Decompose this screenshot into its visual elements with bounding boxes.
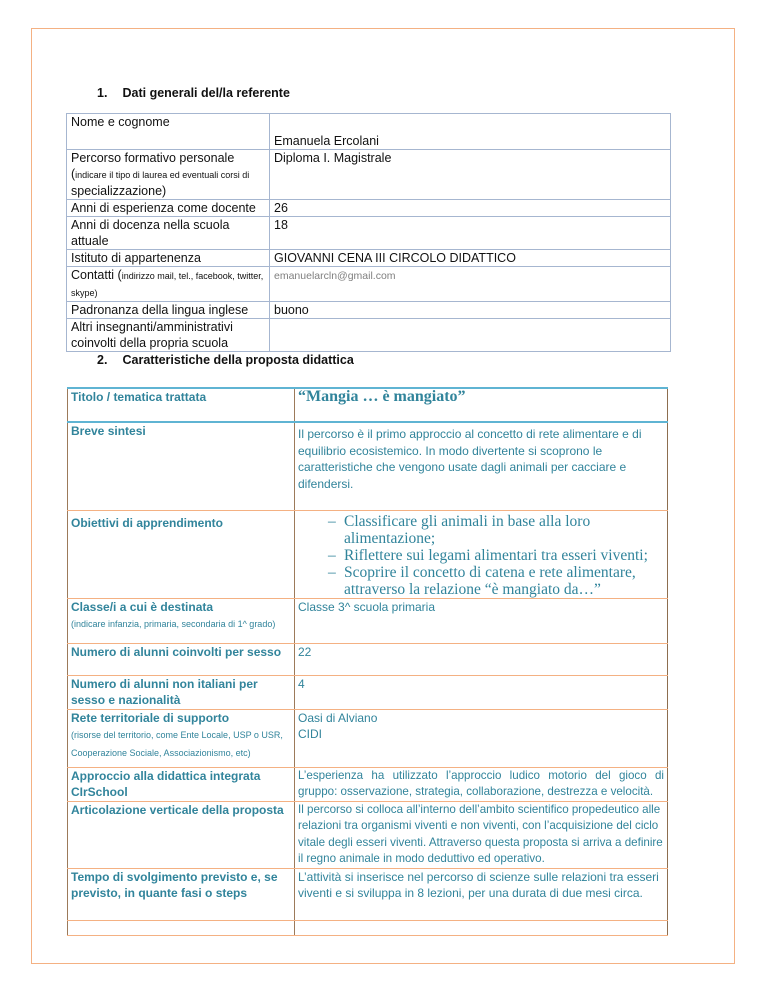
row-value bbox=[295, 767, 668, 801]
row-value bbox=[295, 801, 668, 868]
label-text: Altri insegnanti/amministrativi coinvolti della propria scuola bbox=[71, 320, 233, 350]
label-subtext: indirizzo mail, tel., facebook, twitter, skype) bbox=[71, 271, 264, 298]
row-label bbox=[68, 598, 295, 643]
objective-text: Scoprire il concetto di catena e rete alimentare, attraverso la relazione “è mangiato da…” bbox=[344, 563, 636, 598]
section-title: Dati generali del/la referente bbox=[122, 86, 290, 100]
row-label bbox=[68, 920, 295, 935]
label-text: Articolazione verticale della proposta bbox=[71, 802, 284, 817]
label-text: Numero di alunni coinvolti per sesso bbox=[71, 644, 282, 659]
table-row-alunni bbox=[68, 643, 668, 675]
row-value bbox=[295, 920, 668, 935]
row-value bbox=[295, 643, 668, 675]
label-paren: ( bbox=[71, 167, 76, 181]
table-row bbox=[67, 319, 671, 352]
value-text: Emanuela Ercolani bbox=[274, 134, 379, 148]
row-value bbox=[270, 302, 671, 319]
table-row-classe bbox=[68, 598, 668, 643]
dash-bullet-icon: – bbox=[328, 563, 336, 581]
label-text: Rete territoriale di supporto bbox=[71, 710, 230, 725]
row-value bbox=[270, 200, 671, 217]
referente-table bbox=[66, 113, 671, 352]
table-row bbox=[67, 217, 671, 250]
row-value bbox=[270, 150, 671, 200]
value-text: buono bbox=[274, 303, 309, 317]
value-text: Il percorso è il primo approccio al concetto di rete alimentare e di equilibrio ecosistemico. In modo divertente si scoprono le caratteristiche che vengono usate dagli animali per cacciare e difendersi. bbox=[298, 427, 642, 491]
row-label bbox=[67, 302, 270, 319]
row-label bbox=[67, 267, 270, 302]
label-subtext: (indicare infanzia, primaria, secondaria di 1^ grado) bbox=[71, 619, 276, 629]
row-value bbox=[295, 868, 668, 920]
section-1-heading bbox=[97, 86, 290, 100]
row-label bbox=[67, 217, 270, 250]
value-text: 18 bbox=[274, 218, 288, 232]
label-text: Padronanza della lingua inglese bbox=[71, 303, 249, 317]
label-text: Titolo / tematica trattata bbox=[71, 390, 207, 404]
email-value[interactable]: emanuelarcln@gmail.com bbox=[274, 270, 396, 282]
table-row-articolazione bbox=[68, 801, 668, 868]
label-text: Approccio alla didattica integrata CIrSchool bbox=[71, 768, 261, 799]
label-text: Anni di esperienza come docente bbox=[71, 201, 256, 215]
row-value bbox=[295, 709, 668, 767]
label-text: Percorso formativo personale bbox=[71, 151, 235, 165]
row-value bbox=[295, 675, 668, 709]
table-row bbox=[67, 302, 671, 319]
label-text: Anni di docenza nella scuola attuale bbox=[71, 218, 230, 248]
label-text: Istituto di appartenenza bbox=[71, 251, 201, 265]
row-value bbox=[270, 250, 671, 267]
row-value bbox=[295, 598, 668, 643]
value-text: GIOVANNI CENA III CIRCOLO DIDATTICO bbox=[274, 251, 516, 265]
value-text: 4 bbox=[298, 676, 305, 691]
value-text: CIDI bbox=[298, 727, 322, 741]
value-text: Oasi di Alviano bbox=[298, 710, 378, 725]
value-text: Classe 3^ scuola primaria bbox=[298, 599, 436, 614]
row-value bbox=[270, 319, 671, 352]
section-number: 2. bbox=[97, 353, 108, 367]
list-item bbox=[328, 513, 664, 547]
value-text: L’esperienza ha utilizzato l’approccio ludico motorio del gioco di gruppo: osservazione, strategia, collaborazione, destrezza e velocità. bbox=[298, 768, 664, 798]
row-label bbox=[68, 422, 295, 510]
table-row-approccio bbox=[68, 767, 668, 801]
section-number: 1. bbox=[97, 86, 108, 100]
label-text: Numero di alunni non italiani per sesso e nazionalità bbox=[71, 676, 258, 707]
label-subtext-tail: specializzazione) bbox=[71, 184, 167, 198]
row-label bbox=[68, 510, 295, 598]
value-text: Il percorso si colloca all’interno dell’ambito scientifico propedeutico alle relazioni tra organismi viventi e non viventi, con l’acquisizione del ciclo vitale degli esseri viventi. Attraverso questa proposta si arriva a definire il regno animale in modo deduttivo ed operativo. bbox=[298, 802, 663, 865]
label-text: Nome e cognome bbox=[71, 115, 170, 129]
objective-text: Riflettere sui legami alimentari tra esseri viventi; bbox=[344, 546, 648, 564]
table-row bbox=[67, 150, 671, 200]
dash-bullet-icon: – bbox=[328, 512, 336, 530]
row-label bbox=[68, 388, 295, 422]
label-text: Breve sintesi bbox=[71, 424, 146, 438]
value-text: 22 bbox=[298, 644, 312, 659]
label-subtext: (risorse del territorio, come Ente Locale, USP o USR, Cooperazione Sociale, Associazionismo, etc) bbox=[71, 730, 283, 758]
row-value bbox=[295, 388, 668, 422]
proposta-table bbox=[67, 387, 668, 936]
table-row bbox=[67, 250, 671, 267]
table-row-sintesi bbox=[68, 422, 668, 510]
row-label bbox=[68, 675, 295, 709]
list-item bbox=[328, 564, 664, 598]
row-label bbox=[68, 643, 295, 675]
row-value bbox=[270, 217, 671, 250]
row-label bbox=[68, 767, 295, 801]
label-text: Classe/i a cui è destinata bbox=[71, 599, 214, 614]
objective-text: Classificare gli animali in base alla loro alimentazione; bbox=[344, 512, 591, 547]
table-row-non-italiani bbox=[68, 675, 668, 709]
row-label bbox=[68, 709, 295, 767]
value-text: Diploma I. Magistrale bbox=[274, 151, 392, 165]
row-label bbox=[67, 200, 270, 217]
row-value bbox=[295, 510, 668, 598]
row-label bbox=[68, 801, 295, 868]
label-subtext: indicare il tipo di laurea ed eventuali corsi di bbox=[75, 170, 250, 180]
row-label bbox=[67, 114, 270, 150]
table-row bbox=[67, 114, 671, 150]
section-2-heading bbox=[97, 353, 354, 367]
table-row bbox=[67, 267, 671, 302]
label-text: Contatti ( bbox=[71, 268, 122, 282]
table-row-tempo bbox=[68, 868, 668, 920]
row-label bbox=[68, 868, 295, 920]
label-text: Obiettivi di apprendimento bbox=[71, 515, 224, 530]
row-value bbox=[295, 422, 668, 510]
value-text: 26 bbox=[274, 201, 288, 215]
proposal-title: “Mangia … è mangiato” bbox=[298, 388, 466, 405]
row-label bbox=[67, 150, 270, 200]
row-label bbox=[67, 250, 270, 267]
row-value bbox=[270, 267, 671, 302]
value-text: L’attività si inserisce nel percorso di scienze sulle relazioni tra esseri viventi e si sviluppa in 8 lezioni, per una durata di due mesi circa. bbox=[298, 869, 659, 900]
table-row-empty bbox=[68, 920, 668, 935]
dash-bullet-icon: – bbox=[328, 546, 336, 564]
list-item bbox=[328, 547, 664, 564]
objectives-list bbox=[298, 513, 664, 598]
table-row-rete bbox=[68, 709, 668, 767]
label-text: Tempo di svolgimento previsto e, se previsto, in quante fasi o steps bbox=[71, 869, 278, 900]
table-row bbox=[67, 200, 671, 217]
table-row-obiettivi bbox=[68, 510, 668, 598]
section-title: Caratteristiche della proposta didattica bbox=[122, 353, 354, 367]
row-label bbox=[67, 319, 270, 352]
table-row-titolo bbox=[68, 388, 668, 422]
row-value bbox=[270, 114, 671, 150]
